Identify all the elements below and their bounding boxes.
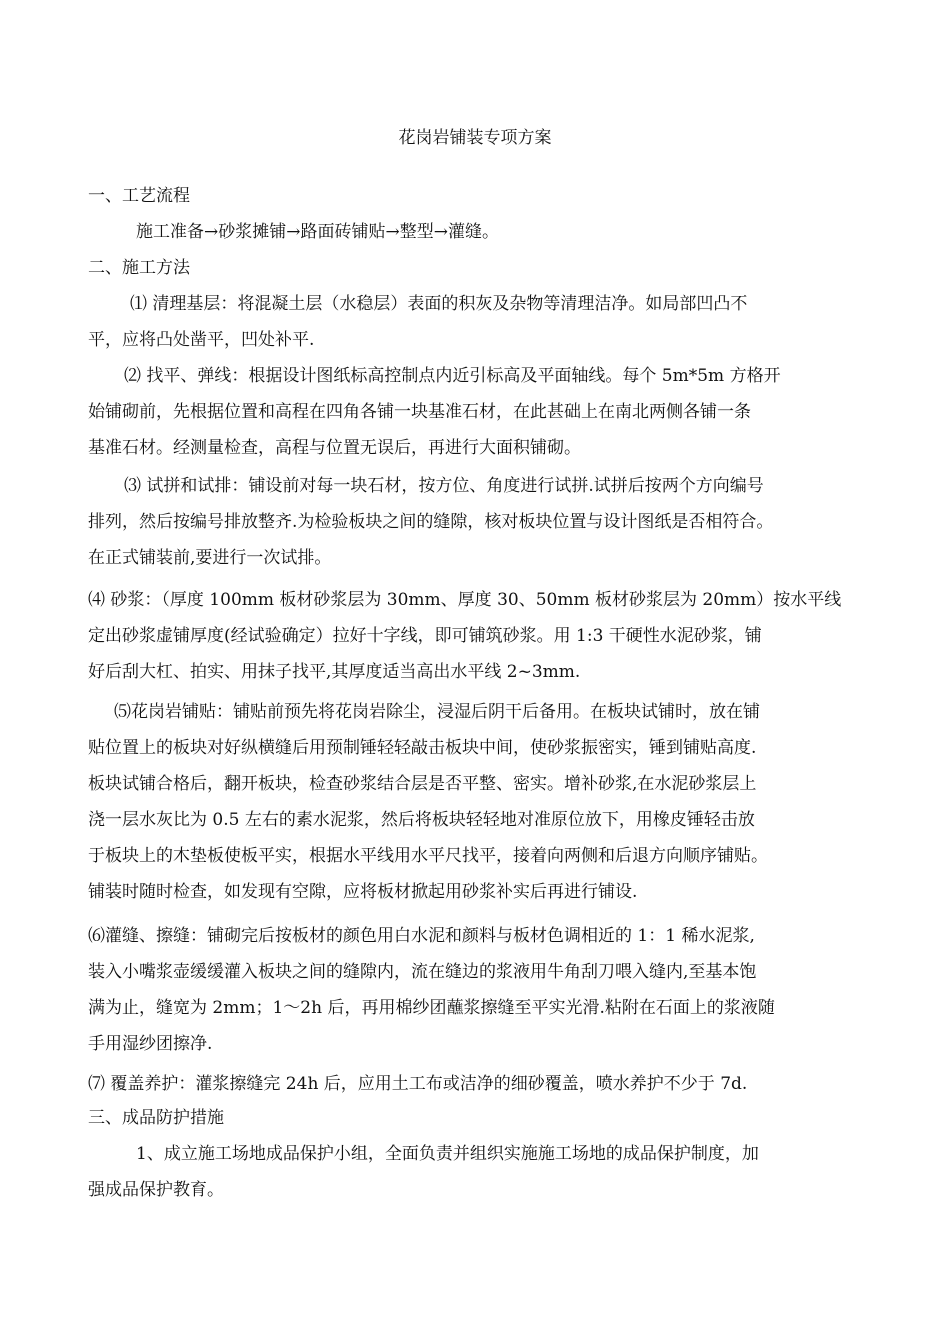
method-step-4-line-1: ⑷ 砂浆：（厚度 100mm 板材砂浆层为 30mm、厚度 30、50mm 板材砂浆层为 20mm）按水平线 xyxy=(88,590,842,610)
method-step-2-line-3: 基准石材。经测量检查，高程与位置无误后，再进行大面积铺砌。 xyxy=(88,438,581,458)
method-step-5-line-1: ⑸花岗岩铺贴：铺贴前预先将花岗岩除尘，浸湿后阴干后备用。在板块试铺时，放在铺 xyxy=(114,702,760,722)
method-step-6-line-1: ⑹灌缝、擦缝：铺砌完后按板材的颜色用白水泥和颜料与板材色调相近的 1：1 稀水泥浆, xyxy=(88,926,755,946)
protection-item-1-line-2: 强成品保护教育。 xyxy=(88,1180,224,1200)
method-step-4-line-2: 定出砂浆虚铺厚度(经试验确定）拉好十字线，即可铺筑砂浆。用 1:3 干硬性水泥砂浆，铺 xyxy=(88,626,762,646)
method-step-5-line-2: 贴位置上的板块对好纵横缝后用预制锤轻轻敲击板块中间，使砂浆振密实，锤到铺贴高度. xyxy=(88,738,757,758)
method-step-5-line-4: 浇一层水灰比为 0.5 左右的素水泥浆，然后将板块轻轻地对准原位放下，用橡皮锤轻击放 xyxy=(88,810,755,830)
document-title: 花岗岩铺装专项方案 xyxy=(398,128,552,148)
method-step-6-line-4: 手用湿纱团擦净. xyxy=(88,1034,213,1054)
method-step-2-line-2: 始铺砌前，先根据位置和高程在四角各铺一块基准石材，在此甚础上在南北两侧各铺一条 xyxy=(88,402,751,422)
method-step-5-line-5: 于板块上的木垫板使板平实，根据水平线用水平尺找平，接着向两侧和后退方向顺序铺贴。 xyxy=(88,846,768,866)
method-step-5-line-6: 铺装时随时检查，如发现有空隙，应将板材掀起用砂浆补实后再进行铺设. xyxy=(88,882,638,902)
protection-item-1-line-1: 1、成立施工场地成品保护小组，全面负责并组织实施施工场地的成品保护制度，加 xyxy=(136,1144,759,1164)
section-heading-protection: 三、成品防护措施 xyxy=(88,1108,224,1128)
method-step-6-line-3: 满为止，缝宽为 2mm；1～2h 后，再用棉纱团蘸浆擦缝至平实光滑.粘附在石面上的浆液随 xyxy=(88,998,775,1018)
method-step-4-line-3: 好后刮大杠、拍实、用抹子找平,其厚度适当高出水平线 2~3mm. xyxy=(88,662,581,682)
method-step-3-line-2: 排列，然后按编号排放整齐.为检验板块之间的缝隙，核对板块位置与设计图纸是否相符合。 xyxy=(88,512,774,532)
method-step-3-line-1: ⑶ 试拼和试排：铺设前对每一块石材，按方位、角度进行试拼.试拼后按两个方向编号 xyxy=(124,476,764,496)
method-step-6-line-2: 装入小嘴浆壶缓缓灌入板块之间的缝隙内，流在缝边的浆液用牛角刮刀喂入缝内,至基本饱 xyxy=(88,962,757,982)
method-step-3-line-3: 在正式铺装前,要进行一次试排。 xyxy=(88,548,332,568)
method-step-7-line-1: ⑺ 覆盖养护：灌浆擦缝完 24h 后，应用土工布或洁净的细砂覆盖，喷水养护不少于 7d. xyxy=(88,1074,748,1094)
method-step-1-line-1: ⑴ 清理基层：将混凝土层（水稳层）表面的积灰及杂物等清理洁净。如局部凹凸不 xyxy=(130,294,748,314)
method-step-5-line-3: 板块试铺合格后，翻开板块，检查砂浆结合层是否平整、密实。增补砂浆,在水泥砂浆层上 xyxy=(88,774,757,794)
process-flow-text: 施工准备→砂浆摊铺→路面砖铺贴→整型→灌缝。 xyxy=(136,222,499,242)
method-step-1-line-2: 平，应将凸处凿平，凹处补平. xyxy=(88,330,315,350)
section-heading-process: 一、工艺流程 xyxy=(88,186,190,206)
method-step-2-line-1: ⑵ 找平、弹线：根据设计图纸标高控制点内近引标高及平面轴线。每个 5m*5m 方格开 xyxy=(124,366,781,386)
section-heading-method: 二、施工方法 xyxy=(88,258,190,278)
